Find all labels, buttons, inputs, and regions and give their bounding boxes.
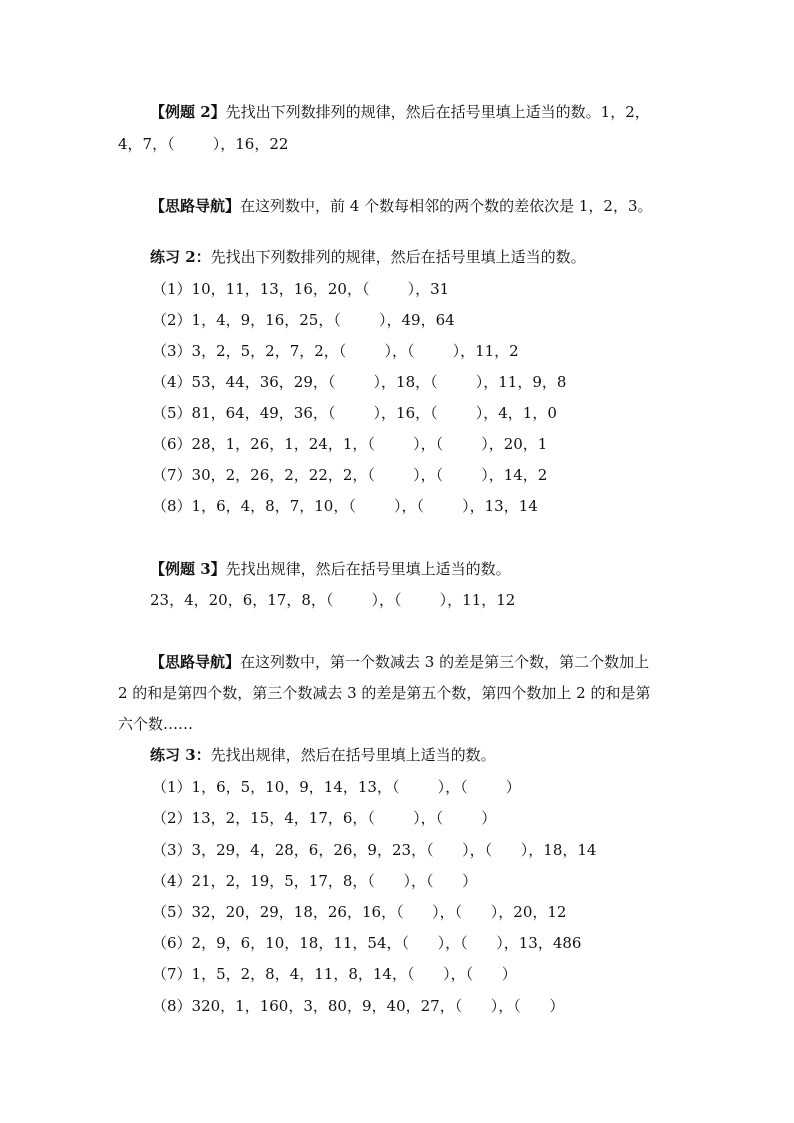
practice3-text: 先找出规律，然后在括号里填上适当的数。 <box>210 746 496 764</box>
practice3-item: （6）2，9，6，10，18，11，54，（ ），（ ），13，486 <box>152 934 582 952</box>
example2-tag: 【例题 2】 <box>150 103 226 121</box>
example2-line2: 4，7，（ ），16，22 <box>118 135 289 153</box>
example2-line1 <box>150 102 650 122</box>
practice2-text: 先找出下列数排列的规律，然后在括号里填上适当的数。 <box>210 248 586 266</box>
practice2-item: （3）3，2，5，2，7，2，（ ），（ ），11，2 <box>152 342 519 360</box>
practice2-item: （8）1，6，4，8，7，10，（ ），（ ），13，14 <box>152 497 538 515</box>
hint3-line3: 六个数…… <box>118 715 194 733</box>
practice3-item: （4）21，2，19，5，17，8，（ ），（ ） <box>152 872 478 890</box>
practice3-item: （3）3，29，4，28，6，26，9，23，（ ），（ ），18，14 <box>152 841 597 859</box>
practice2-item: （1）10，11，13，16，20，（ ），31 <box>152 280 450 298</box>
practice3-item: （7）1，5，2，8，4，11，8，14，（ ），（ ） <box>152 965 517 983</box>
example2-text1: 先找出下列数排列的规律，然后在括号里填上适当的数。1，2， <box>225 103 650 121</box>
practice2-item: （7）30，2，26，2，22，2，（ ），（ ），14，2 <box>152 466 548 484</box>
practice3-item: （5）32，20，29，18，26，16，（ ），（ ），20，12 <box>152 903 567 921</box>
hint3-text1: 在这列数中，第一个数减去 3 的差是第三个数，第二个数加上 <box>240 653 650 671</box>
hint3-line2: 2 的和是第四个数，第三个数减去 3 的差是第五个数，第四个数加上 2 的和是第 <box>118 684 651 702</box>
hint2-tag: 【思路导航】 <box>150 197 241 215</box>
hint3-line1 <box>150 652 649 672</box>
hint2-text: 在这列数中，前 4 个数每相邻的两个数的差依次是 1，2，3。 <box>240 197 653 215</box>
practice3-item: （1）1，6，5，10，9，14，13，（ ），（ ） <box>152 778 521 796</box>
practice3-item: （8）320，1，160，3，80，9，40，27，（ ），（ ） <box>152 997 565 1015</box>
practice3-item: （2）13，2，15，4，17，6，（ ），（ ） <box>152 809 497 827</box>
example3-text1: 先找出规律，然后在括号里填上适当的数。 <box>225 560 511 578</box>
practice2-item: （6）28，1，26，1，24，1，（ ），（ ），20，1 <box>152 435 548 453</box>
example3-tag: 【例题 3】 <box>150 560 226 578</box>
hint2-line <box>150 196 653 216</box>
hint3-tag: 【思路导航】 <box>150 653 241 671</box>
practice2-item: （2）1，4，9，16，25，（ ），49，64 <box>152 311 455 329</box>
example3-line1 <box>150 559 511 579</box>
practice2-heading <box>150 247 586 267</box>
practice2-item: （5）81，64，49，36，（ ），16，（ ），4，1，0 <box>152 404 557 422</box>
practice2-title: 练习 2： <box>150 248 211 266</box>
practice3-heading <box>150 745 496 765</box>
example3-line2: 23，4，20，6，17，8，（ ），（ ），11，12 <box>150 591 516 609</box>
practice2-item: （4）53，44，36，29，（ ），18，（ ），11，9，8 <box>152 373 567 391</box>
practice3-title: 练习 3： <box>150 746 211 764</box>
